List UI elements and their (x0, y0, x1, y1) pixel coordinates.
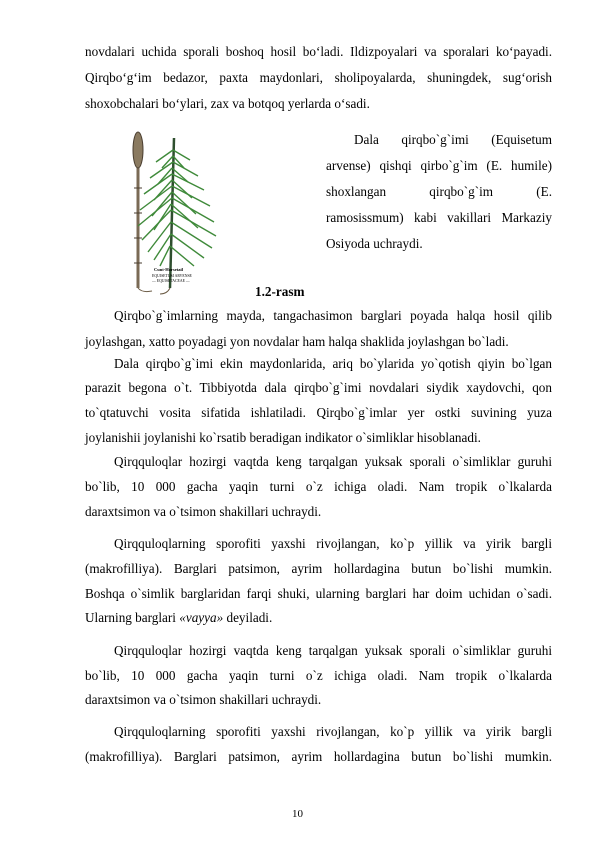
text-line (85, 608, 552, 628)
text-line: Dala qirqbo`g`imi (Equisetum (354, 132, 552, 147)
text-line: Qirqquloqlarning sporofiti yaxshi rivojlangan, ko`p yillik va yirik bargli (114, 724, 552, 739)
text-line: Dala qirqbo`g`imi ekin maydonlarida, ariq bo`ylarida yo`qotish qiyin bo`lgan (114, 356, 552, 371)
text-line: Qirqbo‘g‘im bedazor, paxta maydonlari, sholipoyalarda, shuningdek, sug‘orish (85, 70, 552, 85)
text-line: bo`lib, 10 000 gacha yaqin turni o`z ichiga oladi. Nam tropik o`lkalarda (85, 479, 552, 494)
figure-label-family: — EQUISETACEAE — (152, 279, 190, 283)
text-line: shoxobchalari bo‘ylari, zax va botqoq yerlarda o‘sadi. (85, 96, 370, 111)
text-span: deyiladi. (223, 610, 273, 625)
text-line: (makrofilliya). Barglari patsimon, ayrim hollardagina butun bo`lishi mumkin. (85, 561, 552, 576)
text-line: to`qtatuvchi vosita sifatida ishlatiladi. Qirqbo`g`imlar yer ostki suvining yuza (85, 405, 552, 420)
text-line: (makrofilliya). Barglari patsimon, ayrim hollardagina butun bo`lishi mumkin. (85, 749, 552, 764)
text-line: bo`lib, 10 000 gacha yaqin turni o`z ichiga oladi. Nam tropik o`lkalarda (85, 668, 552, 683)
text-line: daraxtsimon va o`tsimon shakillari uchraydi. (85, 692, 322, 707)
page-number: 10 (292, 808, 303, 820)
text-line: novdalari uchida sporali boshoq hosil bo‘ladi. Ildizpoyalari va sporalari ko‘payadi. (85, 44, 552, 59)
figure-label-common: Cunt-Horsetail (154, 267, 183, 272)
text-line: joylanishii joylanishi ko`rsatib beradigan indikator o`simliklar hisoblanadi. (85, 430, 481, 445)
horsetail-figure (112, 128, 252, 298)
text-line: arvense) qishqi qirbo`g`im (E. humile) (326, 158, 552, 173)
text-line: Qirqquloqlar hozirgi vaqtda keng tarqalgan yuksak sporali o`simliklar guruhi (114, 454, 552, 469)
horsetail-illustration (112, 128, 252, 298)
text-line: Osiyoda uchraydi. (326, 236, 423, 251)
text-line: Qirqbo`g`imlarning mayda, tangachasimon barglari poyada halqa hosil qilib (114, 308, 552, 323)
figure-caption: 1.2-rasm (255, 284, 305, 299)
text-line: Boshqa o`simlik barglaridan farqi shuki, ularning barglari har doim uchidan o`sadi. (85, 586, 552, 601)
text-line: parazit begona o`t. Tibbiyotda dala qirqbo`g`imi novdalari siydik xaydovchi, qon (85, 380, 552, 395)
text-span: Ularning barglari (85, 610, 180, 625)
figure-label-latin: EQUISETUM ARVENSE (152, 274, 192, 278)
text-line: Qirqquloqlarning sporofiti yaxshi rivojlangan, ko`p yillik va yirik bargli (114, 536, 552, 551)
text-line: Qirqquloqlar hozirgi vaqtda keng tarqalgan yuksak sporali o`simliklar guruhi (114, 643, 552, 658)
text-line: joylashgan, xatto poyadagi yon novdalar ham halqa shaklida joylashgan bo`ladi. (85, 334, 509, 349)
emphasized-term: «vayya» (179, 610, 224, 625)
text-line: daraxtsimon va o`tsimon shakillari uchraydi. (85, 504, 322, 519)
text-line: shoxlangan qirqbo`g`im (E. (326, 184, 552, 199)
text-line: ramosissmum) kabi vakillari Markaziy (326, 210, 552, 225)
